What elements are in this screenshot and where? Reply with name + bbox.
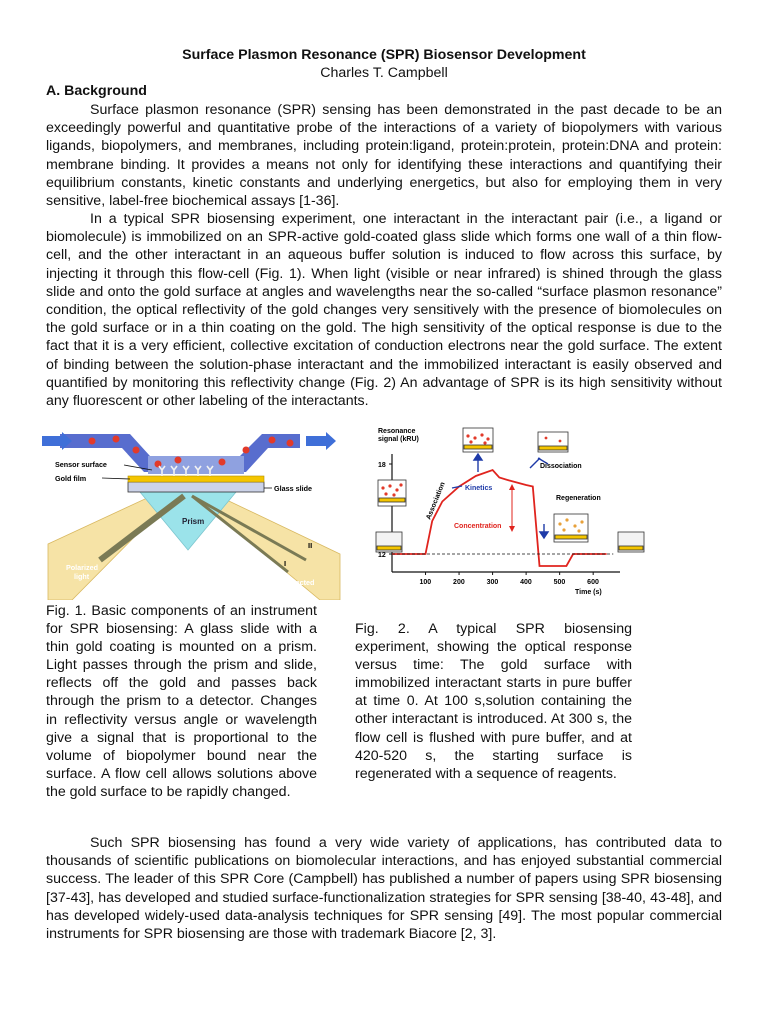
annotation-dissociation: Dissociation: [540, 463, 582, 470]
label-gold-film: Gold film: [55, 474, 87, 483]
x-tick-label: 400: [520, 579, 532, 586]
label-reflected-light: light: [290, 587, 306, 596]
thumbnail-kinetics: [463, 428, 493, 452]
y-tick-label: 18: [378, 462, 386, 469]
figure-1-diagram: [40, 424, 342, 600]
x-axis-label: Time (s): [575, 589, 602, 596]
label-prism: Prism: [182, 517, 205, 526]
thumbnail-baseline-left: [376, 532, 402, 552]
section-heading: A. Background: [46, 83, 147, 99]
thumbnail-baseline-right: [618, 532, 644, 552]
label-sensor-surface: Sensor surface: [55, 460, 107, 469]
outflow-arrow-icon: [306, 432, 336, 450]
label-ray-i: I: [284, 559, 287, 568]
x-tick-label: 200: [453, 579, 465, 586]
annotation-regeneration: Regeneration: [556, 495, 601, 502]
x-tick-label: 500: [553, 579, 566, 586]
x-tick-label: 600: [587, 579, 599, 586]
document-title: Surface Plasmon Resonance (SPR) Biosensor Development: [182, 47, 586, 63]
label-glass-slide: Glass slide: [274, 484, 312, 493]
label-reflected: Reflected: [282, 578, 315, 587]
x-tick-labels: [420, 572, 599, 586]
gold-film: [128, 476, 264, 482]
label-polarized: Polarized: [66, 563, 98, 572]
figure-2-caption: Fig. 2. A typical SPR biosensing experiment, showing the optical response versus time: The gold surface with immobilized interactant starts in pure buffer at time 0. At 100 s,solution containing the other interactant is introduced. At 300 s, the flow cell is flushed with pure buffer, and at 420-520 s, the starting surface is regenerated with a sequence of reagents.: [355, 621, 632, 782]
annotation-concentration: Concentration: [454, 523, 502, 530]
glass-slide: [128, 482, 264, 492]
label-polarized-light: light: [74, 572, 90, 581]
label-flow-channel: Flow channel: [164, 439, 210, 448]
annotation-kinetics: Kinetics: [465, 485, 493, 492]
author-name: Charles T. Campbell: [320, 65, 448, 81]
y-axis-label-line2: signal (kRU): [378, 436, 419, 443]
thumbnail-dissociation: [538, 432, 568, 452]
paragraph-3: Such SPR biosensing has found a very wide variety of applications, has contributed data to thousands of scientific publications on biomolecular interactions, and has enjoyed substantial commercial success. The leader of this SPR Core (Campbell) has published a number of papers using SPR biosensing [37-43], has developed and studied surface-functionalization strategies for SPR sensing [38-40, 43-48], and has developed widely-used data-analysis techniques for SPR sensing [49]. The most popular commercial instruments for SPR biosensing are those with trademark Biacore [2, 3].: [46, 835, 722, 943]
figure-2-chart: [370, 424, 660, 596]
y-axis-label-line1: Resonance: [378, 428, 416, 435]
figure-1-caption: Fig. 1. Basic components of an instrument for SPR biosensing: A glass slide with a thin gold coating is mounted on a prism. Light passes through the prism and slide, reflects off the gold and passes back through the prism to a detector. Changes in reflectivity versus angle or wavelength give a signal that is proportional to the volume of biopolymer bound near the surface. A flow cell allows solutions above the gold surface to be rapidly changed.: [46, 603, 317, 800]
thumbnail-regeneration: [554, 514, 588, 542]
x-tick-label: 100: [419, 579, 432, 586]
label-ray-ii: II: [308, 541, 313, 550]
paragraph-1: Surface plasmon resonance (SPR) sensing has been demonstrated in the past decade to be an exceedingly powerful and quantitative probe of the interactions of a variety of biopolymers with various ligands, biopolymers, and membranes, including protein:ligand, protein:protein, protein:DNA and protein: membrane binding. It provides a means not only for identifying these interactions and quantifying their equilibrium constants, kinetic constants and underlying energetics, but also for employing them in very sensitive, label-free biochemical assays [1-36].: [46, 102, 722, 210]
x-tick-label: 300: [486, 579, 499, 586]
annotation-association: Association: [425, 481, 447, 521]
y-tick-label: 12: [378, 552, 386, 559]
thumbnail-association: [378, 480, 406, 506]
paragraph-2: In a typical SPR biosensing experiment, one interactant in the interactant pair (i.e., a ligand or biomolecule) is immobilized on an SPR-active gold-coated glass slide which forms one wall of a thin flow-cell, and the other interactant in an aqueous buffer solution is induced to flow across this surface, by injecting it through this flow-cell (Fig. 1). When light (visible or near infrared) is shined through the glass slide and onto the gold surface at angles and wavelengths near the so-called “surface plasmon resonance” condition, the optical reflectivity of the gold changes very sensitively with the presence of biomolecules on the gold surface or in a thin coating on the gold. The high sensitivity of the optical response is due to the fact that it is a very efficient, collective excitation of conduction electrons near the gold surface. The extent of binding between the solution-phase interactant and the immobilized interactant is easily observed and quantified by monitoring this reflectivity change (Fig. 2) An advantage of SPR is its high sensitivity without any fluorescent or other labeling of the interactants.: [46, 211, 722, 410]
